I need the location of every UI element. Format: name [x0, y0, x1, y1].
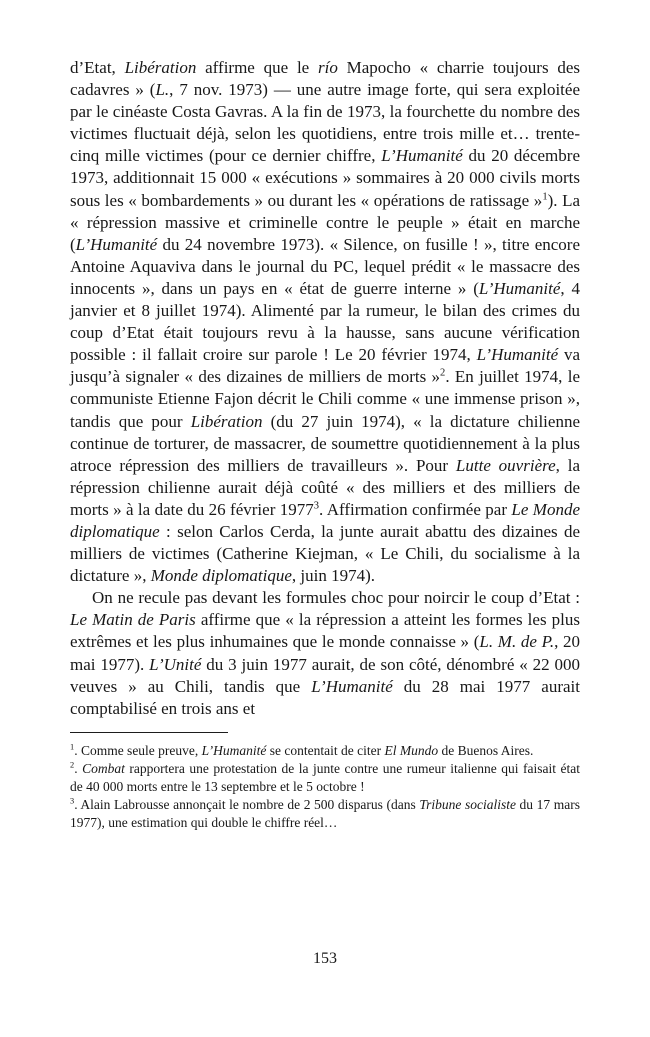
text-run: , juin 1974).: [291, 566, 375, 586]
footnote-marker: 2: [70, 760, 75, 770]
text-run: affirme que le: [196, 58, 318, 77]
footnote-item: [70, 760, 580, 796]
text-run: du 28 mai 1977 aurait comptabilisé en trois ans et: [70, 676, 580, 718]
italic-title-run: L’Humanité: [311, 676, 393, 696]
italic-title-run: Le Matin de Paris: [70, 610, 196, 630]
italic-title-run: L’Unité: [149, 654, 202, 674]
text-run: du 3 juin 1977 aurait, de son côté, dénombré « 22 000 veuves » au Chili, tandis que: [70, 654, 580, 696]
italic-title-run: Monde diplomatique: [150, 566, 292, 586]
text-run: : selon Carlos Cerda, la junte aurait abattu des dizaines de milliers de victimes (Catherine Kiejman, « Le Chili, du socialisme à la dictature »,: [70, 521, 580, 586]
paragraph: [70, 57, 580, 587]
text-run: . Alain Labrousse annonçait le nombre de 2 500 disparus (dans: [74, 796, 420, 812]
italic-title-run: L’Humanité: [381, 146, 463, 166]
text-run: affirme que « la répression a atteint les formes les plus extrêmes et les plus inhumaines que le monde connaisse » (: [70, 610, 580, 652]
footnote-marker: 3: [70, 796, 75, 806]
page-number: 153: [313, 950, 337, 967]
italic-title-run: L’Humanité: [201, 742, 267, 758]
footnote-marker: 1: [542, 190, 548, 202]
body-text: [70, 57, 580, 720]
footnote-item: [70, 742, 580, 760]
text-run: ). La « répression massive et criminelle contre le peuple » était en marche (: [70, 190, 580, 254]
text-run: (du 27 juin 1974), « la dictature chilienne continue de torturer, de massacrer, de soumettre quotidiennement à la plus atroce répression des milliers de travailleurs ». Pour: [70, 411, 580, 475]
italic-title-run: L’Humanité: [75, 234, 158, 254]
italic-title-run: L.: [155, 80, 170, 100]
text-run: , la répression chilienne aurait déjà coûté « des milliers et des milliers de morts » à la date du 26 février 1977: [70, 455, 580, 519]
italic-title-run: El Mundo: [384, 742, 439, 758]
text-run: . En juillet 1974, le communiste Etienne Fajon décrit le Chili comme « une immense prison », tandis que pour: [70, 367, 580, 431]
text-run: On ne recule pas devant les formules choc pour noircir le coup d’Etat :: [92, 588, 580, 608]
italic-title-run: Le Monde diplomatique: [70, 499, 580, 541]
italic-title-run: L’Humanité: [478, 278, 561, 298]
text-run: du 20 décembre 1973, additionnait 15 000 « exécutions » sommaires à 20 000 civils morts sous les « bombardements » ou durant les « opérations de ratissage »: [70, 146, 580, 210]
text-run: , 7 nov. 1973) — une autre image forte, qui sera exploitée par le cinéaste Costa Gavras. A la fin de 1973, la fourchette du nombre des victimes fluctuait déjà, selon les quotidiens, entre trois mille et… trente-cinq mille victimes (pour ce dernier chiffre,: [70, 80, 580, 166]
italic-title-run: L’Humanité: [476, 345, 559, 365]
text-run: d’Etat,: [70, 58, 125, 77]
italic-title-run: Combat: [82, 760, 125, 776]
text-run: rapportera une protestation de la junte contre une rumeur italienne qui faisait état de 40 000 morts entre le 13 septembre et le 5 octobre !: [70, 760, 581, 794]
text-run: . Comme seule preuve,: [74, 742, 202, 758]
italic-title-run: L. M. de P.: [479, 632, 555, 652]
footnote-marker: 3: [313, 500, 320, 512]
italic-title-run: río: [318, 58, 338, 77]
italic-title-run: Libération: [190, 411, 263, 431]
italic-title-run: Lutte ouvrière: [455, 455, 556, 475]
footnote-marker: 1: [70, 742, 75, 752]
text-run: Mapocho « charrie toujours des cadavres » (: [70, 58, 580, 100]
text-run: du 17 mars 1977), une estimation qui double le chiffre réel…: [70, 796, 580, 830]
footnote-marker: 2: [440, 367, 446, 379]
text-run: , 4 janvier et 8 juillet 1974). Alimenté par la rumeur, le bilan des crimes du coup d’Etat était toujours revu à la hausse, sans aucune vérification possible : il fallait croire sur parole ! Le 20 février 1974,: [70, 278, 580, 365]
text-run: . Affirmation confirmée par: [319, 499, 512, 519]
paragraph: [70, 587, 580, 720]
italic-title-run: Tribune socialiste: [419, 796, 516, 812]
text-run: va jusqu’à signaler « des dizaines de milliers de morts »: [70, 345, 580, 387]
text-run: , 20 mai 1977).: [70, 632, 581, 674]
text-run: se contentait de citer: [266, 742, 385, 758]
italic-title-run: Libération: [124, 58, 197, 77]
footnotes: [70, 742, 580, 832]
text-run: du 24 novembre 1973). « Silence, on fusille ! », titre encore Antoine Aquaviva dans le journal du PC, lequel prédit « le massacre des innocents », dans un pays en « état de guerre interne » (: [70, 234, 580, 298]
footnote-item: [70, 796, 580, 832]
footnote-separator: [70, 732, 228, 733]
text-run: .: [74, 760, 83, 776]
text-run: de Buenos Aires.: [438, 742, 534, 758]
